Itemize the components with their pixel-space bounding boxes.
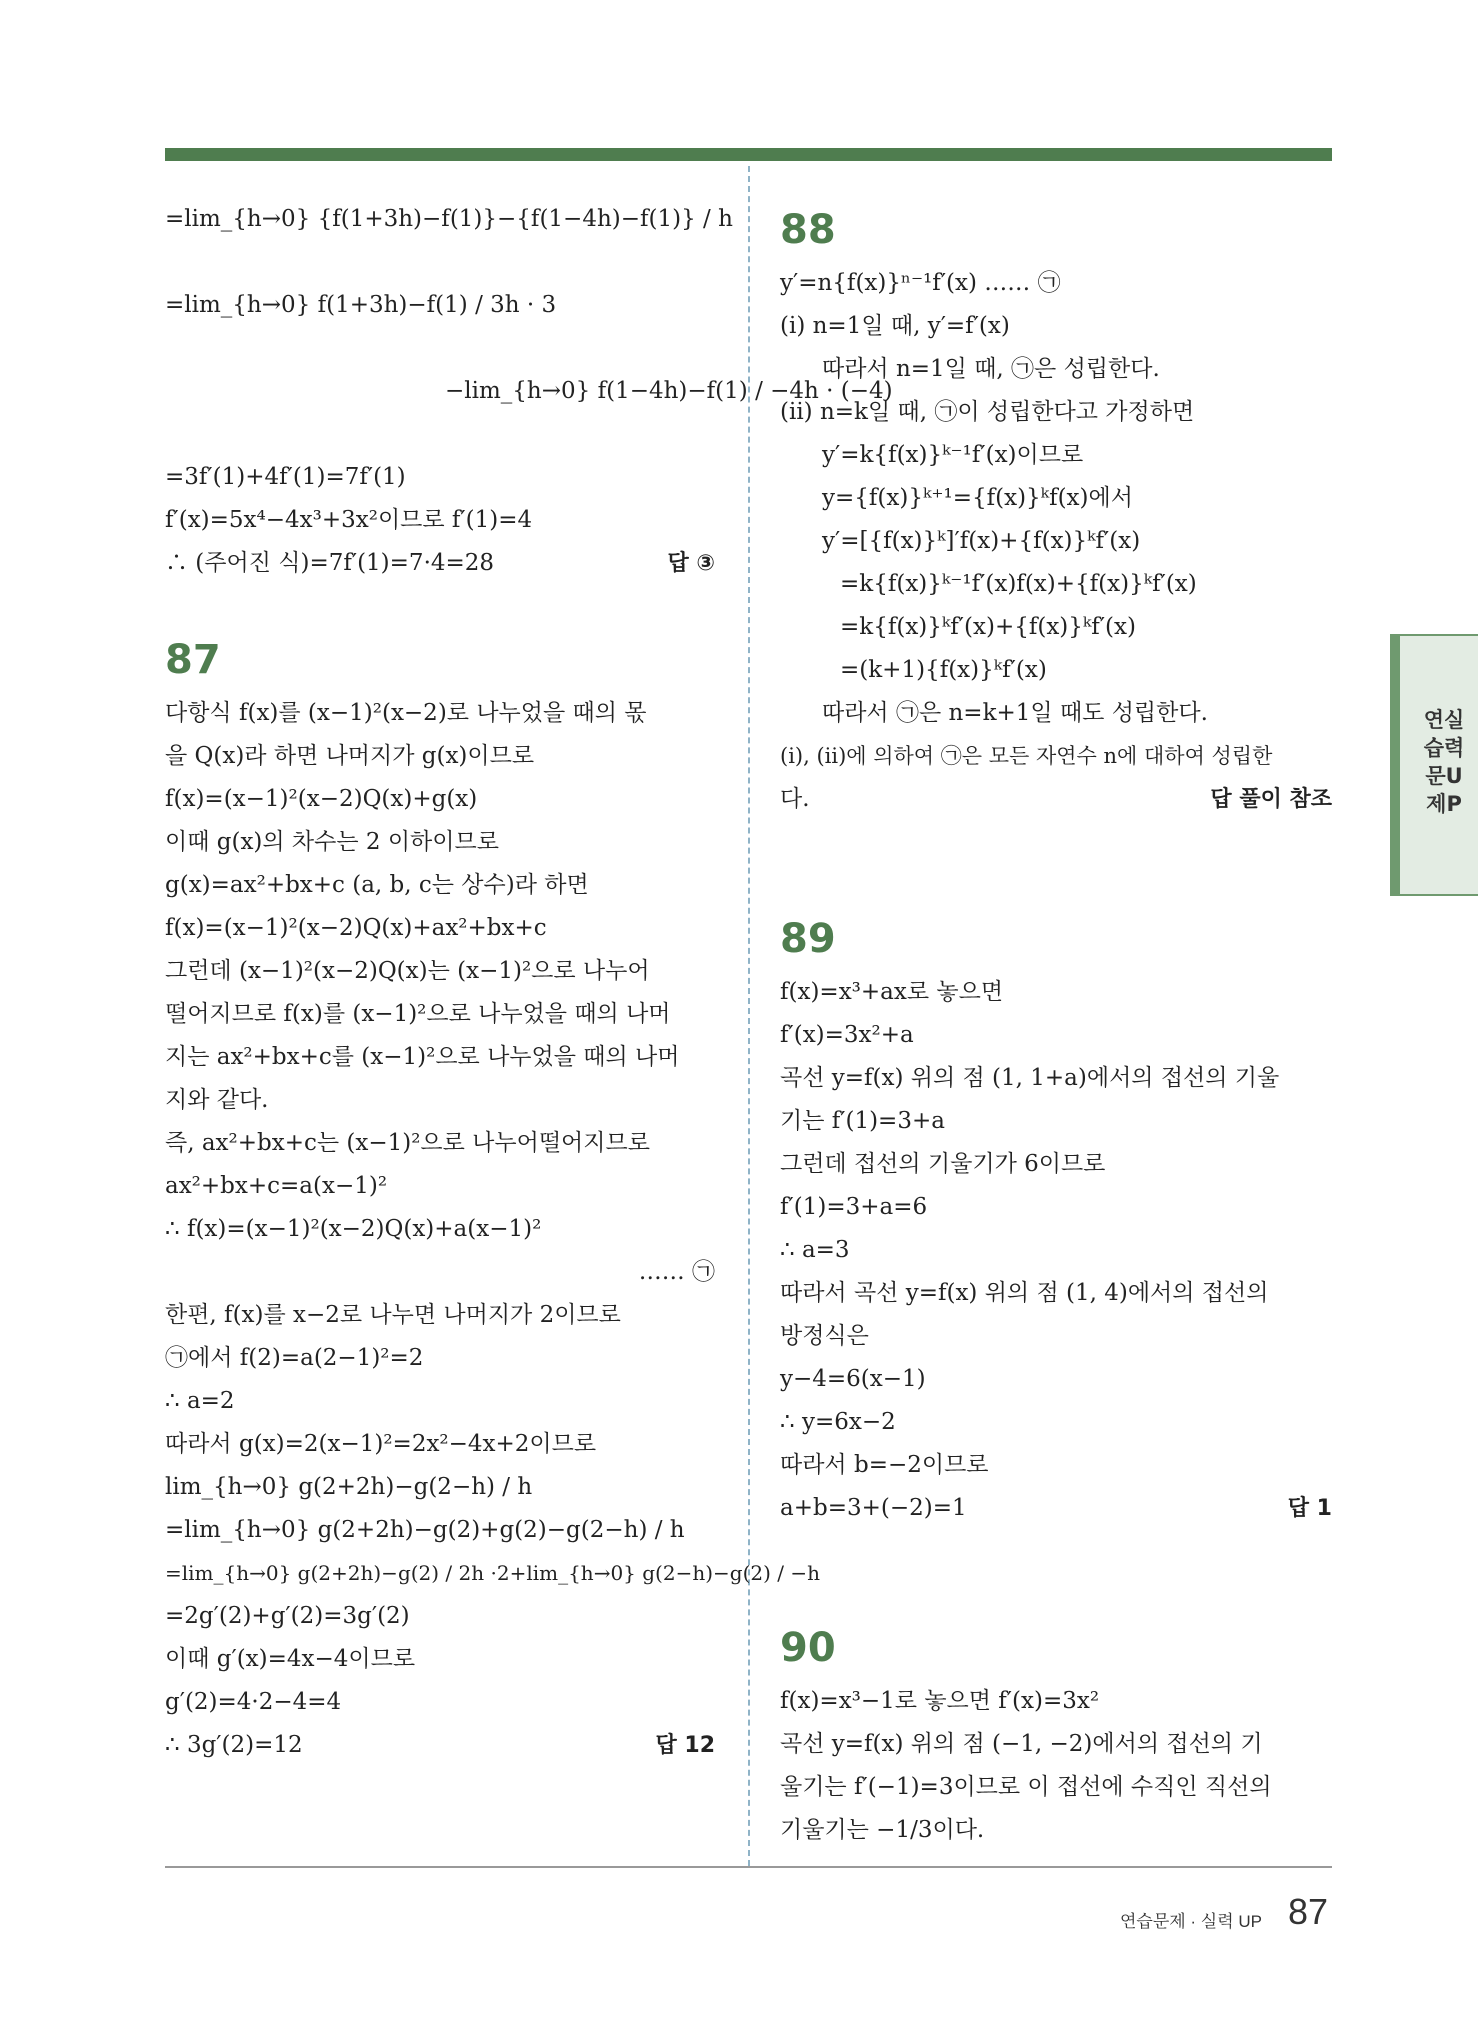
problem-number-89: 89 <box>780 916 836 962</box>
solution-line: =lim_{h→0} f(1+3h)−f(1) / 3h · 3 <box>165 292 557 318</box>
footer-rule <box>165 1866 1332 1868</box>
answer-label: 답 ③ <box>667 551 715 576</box>
solution-line: 따라서 곡선 y=f(x) 위의 점 (1, 4)에서의 접선의 <box>780 1280 1269 1306</box>
solution-line: y′=k{f(x)}ᵏ⁻¹f′(x)이므로 <box>822 442 1084 468</box>
answer-label: 답 12 <box>655 1733 715 1758</box>
solution-line: f(x)=(x−1)²(x−2)Q(x)+ax²+bx+c <box>165 915 547 941</box>
solution-line: 다항식 f(x)를 (x−1)²(x−2)로 나누었을 때의 몫 <box>165 700 647 726</box>
solution-text: ∴ (주어진 식)=7f′(1)=7·4=28 <box>165 550 495 576</box>
solution-line: 따라서 n=1일 때, ㉠은 성립한다. <box>822 356 1160 382</box>
solution-line: −lim_{h→0} f(1−4h)−f(1) / −4h · (−4) <box>445 378 893 404</box>
solution-line: 지와 같다. <box>165 1087 269 1113</box>
solution-line: 따라서 b=−2이므로 <box>780 1452 989 1478</box>
solution-line: =2g′(2)+g′(2)=3g′(2) <box>165 1603 410 1629</box>
solution-line: f′(1)=3+a=6 <box>780 1194 928 1220</box>
solution-line: 따라서 g(x)=2(x−1)²=2x²−4x+2이므로 <box>165 1431 597 1457</box>
solution-line: 즉, ax²+bx+c는 (x−1)²으로 나누어떨어지므로 <box>165 1130 650 1156</box>
solution-line: y′=n{f(x)}ⁿ⁻¹f′(x) …… ㉠ <box>780 270 1061 296</box>
equation-marker: …… ㉠ <box>638 1259 715 1285</box>
solution-line: =lim_{h→0} g(2+2h)−g(2) / 2h ·2+lim_{h→0} g(2−h)−g(2) / −h <box>165 1561 821 1585</box>
solution-text: ∴ 3g′(2)=12 <box>165 1732 303 1758</box>
solution-line: 곡선 y=f(x) 위의 점 (1, 1+a)에서의 접선의 기울 <box>780 1065 1280 1091</box>
solution-line: 한편, f(x)를 x−2로 나누면 나머지가 2이므로 <box>165 1302 621 1328</box>
page-number: 87 <box>1288 1891 1329 1932</box>
solution-line: 기울기는 −1/3이다. <box>780 1817 985 1843</box>
solution-line: ∴ a=3 <box>780 1237 850 1263</box>
solution-line: y={f(x)}ᵏ⁺¹={f(x)}ᵏf(x)에서 <box>822 485 1133 511</box>
solution-line: =(k+1){f(x)}ᵏf′(x) <box>840 657 1047 683</box>
solution-text: 다. <box>780 786 810 812</box>
solution-line: 기는 f′(1)=3+a <box>780 1108 945 1134</box>
solution-line: =lim_{h→0} g(2+2h)−g(2)+g(2)−g(2−h) / h <box>165 1517 685 1543</box>
solution-line: 따라서 ㉠은 n=k+1일 때도 성립한다. <box>822 700 1208 726</box>
solution-line <box>780 778 1332 821</box>
solution-line: (ⅰ), (ⅱ)에 의하여 ㉠은 모든 자연수 n에 대하여 성립한 <box>780 744 1273 768</box>
solution-line: ∴ a=2 <box>165 1388 235 1414</box>
right-column <box>780 198 1332 1852</box>
footer-section-label: 연습문제 · 실력 UP <box>1120 1912 1262 1931</box>
solution-line: f(x)=(x−1)²(x−2)Q(x)+g(x) <box>165 786 478 812</box>
solution-line: 지는 ax²+bx+c를 (x−1)²으로 나누었을 때의 나머 <box>165 1044 680 1070</box>
section-side-tab <box>1390 634 1478 896</box>
solution-line: g(x)=ax²+bx+c (a, b, c는 상수)라 하면 <box>165 872 589 898</box>
solution-line: 울기는 f′(−1)=3이므로 이 접선에 수직인 직선의 <box>780 1774 1272 1800</box>
solution-line: 을 Q(x)라 하면 나머지가 g(x)이므로 <box>165 743 535 769</box>
solution-line: ∴ y=6x−2 <box>780 1409 896 1435</box>
answer-label: 답 1 <box>1287 1496 1332 1521</box>
answer-label: 답 풀이 참조 <box>1210 787 1332 812</box>
solution-line: y−4=6(x−1) <box>780 1366 926 1392</box>
spacer <box>780 1530 1332 1616</box>
solution-line: f(x)=x³+ax로 놓으면 <box>780 979 1004 1005</box>
solution-line: =k{f(x)}ᵏf′(x)+{f(x)}ᵏf′(x) <box>840 614 1136 640</box>
problem-number-87: 87 <box>165 637 221 683</box>
solution-line: (ⅱ) n=k일 때, ㉠이 성립한다고 가정하면 <box>780 399 1195 425</box>
solution-line: ax²+bx+c=a(x−1)² <box>165 1173 388 1199</box>
spacer <box>165 585 715 628</box>
solution-line: y′=[{f(x)}ᵏ]′f(x)+{f(x)}ᵏf′(x) <box>822 528 1141 554</box>
solution-line: 그런데 접선의 기울기가 6이므로 <box>780 1151 1106 1177</box>
solution-line: f′(x)=5x⁴−4x³+3x²이므로 f′(1)=4 <box>165 507 533 533</box>
header-bar <box>165 148 1332 161</box>
solution-line: (ⅰ) n=1일 때, y′=f′(x) <box>780 313 1010 339</box>
solution-text: a+b=3+(−2)=1 <box>780 1495 967 1521</box>
solution-line: 이때 g(x)의 차수는 2 이하이므로 <box>165 829 499 855</box>
column-divider <box>748 166 750 1866</box>
solution-line: =k{f(x)}ᵏ⁻¹f′(x)f(x)+{f(x)}ᵏf′(x) <box>840 571 1197 597</box>
problem-number-88: 88 <box>780 207 836 253</box>
section-tab-label: 연실 습력 문U 제P <box>1423 708 1465 816</box>
solution-line: g′(2)=4·2−4=4 <box>165 1689 342 1715</box>
spacer <box>780 821 1332 907</box>
solution-line: ∴ f(x)=(x−1)²(x−2)Q(x)+a(x−1)² <box>165 1216 542 1242</box>
solution-line: lim_{h→0} g(2+2h)−g(2−h) / h <box>165 1474 533 1500</box>
solution-line: 그런데 (x−1)²(x−2)Q(x)는 (x−1)²으로 나누어 <box>165 958 650 984</box>
problem-number-90: 90 <box>780 1625 836 1671</box>
solution-line: =lim_{h→0} {f(1+3h)−f(1)}−{f(1−4h)−f(1)} / h <box>165 206 733 232</box>
solution-line: 곡선 y=f(x) 위의 점 (−1, −2)에서의 접선의 기 <box>780 1731 1263 1757</box>
solution-line: f(x)=x³−1로 놓으면 f′(x)=3x² <box>780 1688 1100 1714</box>
solution-line <box>165 542 715 585</box>
solution-line: ㉠에서 f(2)=a(2−1)²=2 <box>165 1345 424 1371</box>
solution-line <box>165 1724 715 1767</box>
solution-line: f′(x)=3x²+a <box>780 1022 914 1048</box>
solution-line: 떨어지므로 f(x)를 (x−1)²으로 나누었을 때의 나머 <box>165 1001 671 1027</box>
solution-line: 이때 g′(x)=4x−4이므로 <box>165 1646 416 1672</box>
solution-line <box>780 1487 1332 1530</box>
solution-line: 방정식은 <box>780 1323 869 1349</box>
solution-line: =3f′(1)+4f′(1)=7f′(1) <box>165 464 406 490</box>
